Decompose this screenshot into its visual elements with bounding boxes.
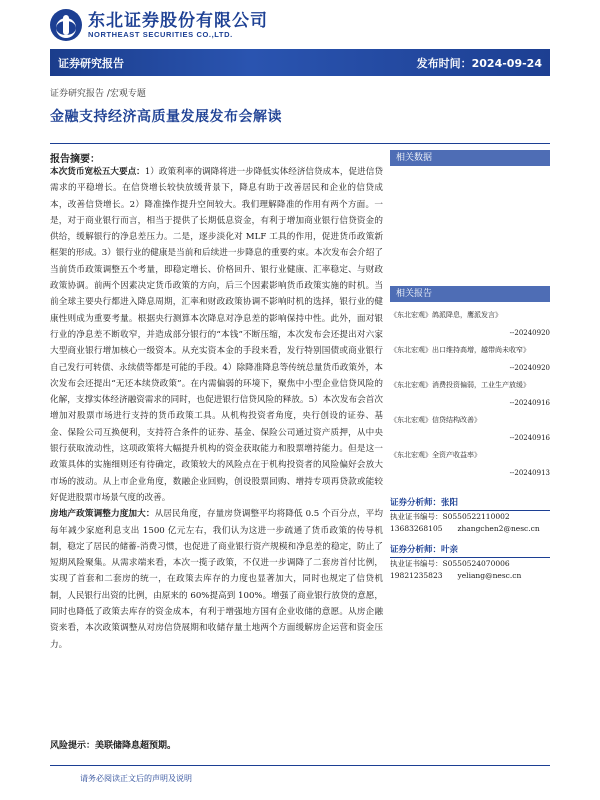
company-name-cn: 东北证券股份有限公司 bbox=[88, 10, 268, 31]
report-item[interactable]: 《东北宏观》消费投资偏弱，工业生产放缓》 bbox=[390, 381, 530, 389]
analyst-license: 执业证书编号：S0550522110002 bbox=[390, 512, 510, 521]
footer-note: 请务必阅读正文后的声明及说明 bbox=[80, 774, 192, 783]
banner-left: 证券研究报告 bbox=[58, 56, 124, 70]
paragraph bbox=[50, 164, 383, 506]
company-logo-icon bbox=[50, 9, 82, 41]
report-date: --20240916 bbox=[509, 434, 550, 442]
breadcrumb: 证券研究报告 /宏观专题 bbox=[50, 89, 146, 99]
report-date: --20240916 bbox=[509, 399, 550, 407]
analyst-contact[interactable]: 19821235823 yeliang@nesc.cn bbox=[390, 571, 522, 580]
report-title: 金融支持经济高质量发展发布会解读 bbox=[50, 109, 282, 125]
company-name-en: NORTHEAST SECURITIES CO.,LTD. bbox=[88, 29, 233, 39]
related-data-panel bbox=[390, 150, 550, 266]
report-date: --20240920 bbox=[509, 329, 550, 337]
report-item[interactable]: 《东北宏观》出口维持高增，越带尚未收窄》 bbox=[390, 346, 530, 354]
paragraph-text: 1）政策利率的调降将进一步降低实体经济信贷成本，促进信贷需求的平稳增长。在信贷增长较快放缓背景下，降息有助于改善居民和企业的信贷成本，改善信贷增长。2）降准操作提升空间较大。我们理解降准的作用有两个方面。一是，对于商业银行而言，相当于提供了长期低息资金，有利于增加商业银行信贷资金的供给，缓解银行的净息差压力。二是，逐步淡化对 MLF 工具的作用，促进货币政策新框架的形成。3）银行业的健康是当前和后续进一步降息的重要约束。本次发布会介绍了当前货币政策调整五个考量，即稳定增长、价格回升、银行业健康、汇率稳定、与财政政策协调。前两个因素决定货币政策的方向，后三个因素影响货币政策实施的时机。当前全球主要央行都进入降息周期，汇率和财政政策协调不影响时机的选择，银行业的健康性则成为重要考量。根据央行测算本次降息对净息差的影响保持中性。此外，面对银行业的净息差不断收窄，并造成部分银行的“本钱”不断压缩，本次发布会还提出对六家大型商业银行增加核心一级资本。从充实资本金的手段来看，发行特别国债或商业银行自己发行可转债、永续债等都是可能的手段。4）除降准降息等传统总量货币政策外，本次发布会还提出“无还本续贷政策”。在内需偏弱的环境下，聚焦中小型企业信贷风险的化解，支撑实体经济融资需求的同时，也促进银行信贷风险的释放。5）本次发布会首次增加对股票市场进行支持的货币政策工具。从机构投资者角度，央行创设的证券、基金、保险公司互换便利，支持符合条件的证券、基金、保险公司通过资产质押，从中央银行获取流动性，这项政策将大幅提升机构的资金获取能力和股票增持能力。但是这一政策具体的实施细则还有待确定，政策较大的风险点在于机构投资者的风险偏好会放大市场的波动。从上市企业角度，数融企业回购，创设股票回购、增持专项再贷款或能较好促进股票市场景气度的改善。 bbox=[50, 167, 383, 503]
related-reports-title: 相关报告 bbox=[390, 286, 550, 302]
paragraph-lead: 本次货币宽松五大要点： bbox=[50, 167, 145, 177]
risk-warning: 风险提示：美联储降息超预期。 bbox=[50, 741, 177, 751]
chart-placeholder bbox=[390, 166, 550, 266]
report-item[interactable]: 《东北宏观》鸽派降息，鹰派发言》 bbox=[390, 311, 502, 319]
paragraph-text: 从居民角度，存量房贷调整平均将降低 0.5 个百分点，平均每年减少家庭利息支出 1500 亿元左右，我们认为这进一步疏通了货币政策的传导机制，稳定了居民的储蓄-消费习惯，也促进了商业银行资产规模和净息差的稳定，防止了短期风险聚集。从需求端来看，本次一揽子政策，不仅进一步调降了二套房首付比例，实现了首套和二套房的统一，在政策去库存的力度也显著加大，同时也规定了信贷机制，人民银行出资的比例，由原来的 60%提高到 100%。增强了商业银行放贷的意愿，同时也降低了政策去库存的资金成本，有利于增强地方国有企业收储的意愿。从房企融资来看，本次政策调整从对房信贷展期和收储存量土地两个方面缓解房企运营和资金压力。 bbox=[50, 509, 383, 650]
report-item[interactable]: 《东北宏观》信贷结构改善》 bbox=[390, 416, 481, 424]
summary-label: 报告摘要： bbox=[50, 154, 100, 165]
analyst-license: 执业证书编号：S0550524070006 bbox=[390, 559, 510, 568]
analyst-name: 证券分析师：张阳 bbox=[390, 496, 550, 511]
main-text bbox=[50, 164, 383, 653]
report-banner bbox=[50, 49, 550, 76]
related-reports-panel bbox=[390, 286, 550, 477]
report-date: --20240913 bbox=[509, 469, 550, 477]
section-divider bbox=[50, 143, 550, 144]
report-item[interactable]: 《东北宏观》全资产收益率》 bbox=[390, 451, 481, 459]
publish-time: 发布时间：2024-09-24 bbox=[416, 56, 542, 70]
footer-divider bbox=[50, 765, 550, 766]
report-date: --20240920 bbox=[509, 364, 550, 372]
report-list bbox=[390, 310, 550, 477]
related-data-title: 相关数据 bbox=[390, 150, 550, 166]
paragraph bbox=[50, 506, 383, 653]
analyst-contact[interactable]: 13683268105 zhangchen2@nesc.cn bbox=[390, 524, 540, 533]
analysts-panel bbox=[390, 496, 550, 582]
header bbox=[50, 8, 268, 42]
analyst-name: 证券分析师：叶亲 bbox=[390, 543, 550, 558]
paragraph-lead: 房地产政策调整力度加大： bbox=[50, 509, 155, 520]
